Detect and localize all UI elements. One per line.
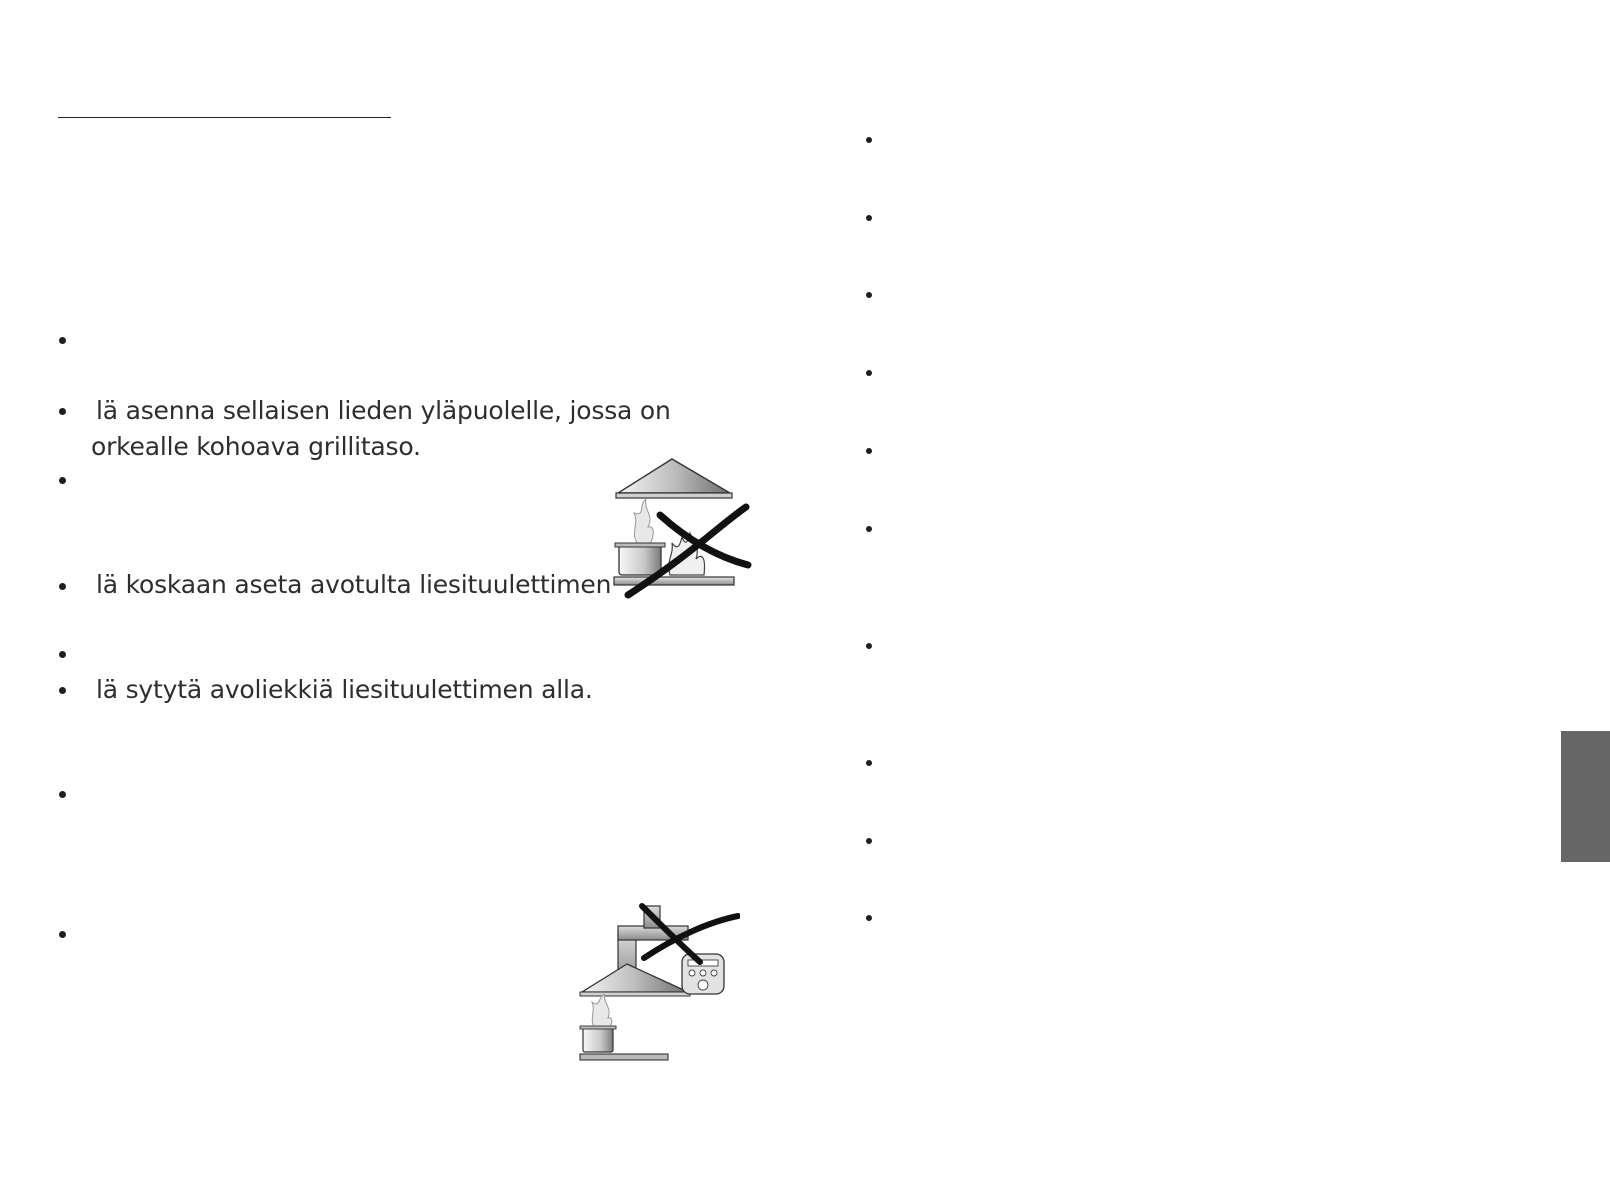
bullet-left-2 bbox=[59, 408, 66, 415]
bullet-left-8 bbox=[59, 931, 66, 938]
section-title-underline bbox=[58, 117, 391, 118]
bullet-left-7 bbox=[59, 791, 66, 798]
bullet-right-8 bbox=[866, 760, 872, 766]
warning-open-fire: lä koskaan aseta avotulta liesituulettimen bbox=[96, 570, 612, 599]
bullet-right-3 bbox=[866, 292, 872, 298]
bullet-right-10 bbox=[866, 915, 872, 921]
bullet-right-6 bbox=[866, 526, 872, 532]
bullet-right-7 bbox=[866, 643, 872, 649]
bullet-left-6 bbox=[59, 687, 66, 694]
bullet-left-5 bbox=[59, 651, 66, 658]
bullet-right-5 bbox=[866, 448, 872, 454]
bullet-left-4 bbox=[59, 583, 66, 590]
bullet-right-1 bbox=[866, 137, 872, 143]
warning-grill-line2: orkealle kohoava grillitaso. bbox=[91, 432, 421, 461]
section-thumb-tab bbox=[1561, 731, 1610, 862]
no-shared-duct-icon bbox=[578, 902, 740, 1064]
warning-flambe: lä sytytä avoliekkiä liesituulettimen alla. bbox=[96, 675, 593, 704]
bullet-left-3 bbox=[59, 477, 66, 484]
bullet-left-1 bbox=[59, 337, 66, 344]
no-open-flame-icon bbox=[610, 455, 755, 601]
bullet-right-2 bbox=[866, 215, 872, 221]
warning-grill-line1: lä asenna sellaisen lieden yläpuolelle, jossa on bbox=[96, 396, 671, 425]
bullet-right-9 bbox=[866, 838, 872, 844]
bullet-right-4 bbox=[866, 370, 872, 376]
